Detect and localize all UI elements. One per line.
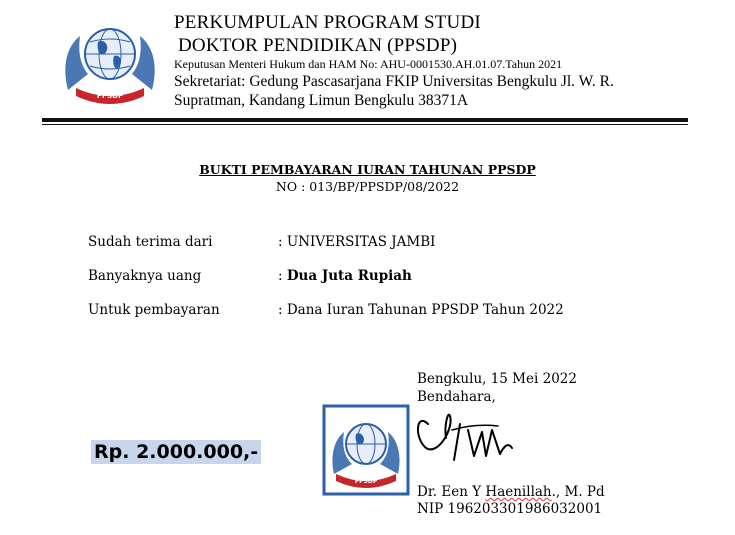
amount-total: Rp. 2.000.000,- bbox=[91, 440, 261, 464]
field-label: Untuk pembayaran bbox=[88, 302, 220, 318]
amount-in-words: Dua Juta Rupiah bbox=[286, 268, 412, 284]
signer-role: Bendahara, bbox=[417, 389, 496, 405]
address-line1: Sekretariat: Gedung Pascasarjana FKIP Universitas Bengkulu Jl. W. R. bbox=[174, 73, 614, 90]
stamp-logo-icon bbox=[322, 404, 410, 496]
stamp-text: PPSDP bbox=[354, 478, 378, 485]
field-label: Banyaknya uang bbox=[88, 268, 202, 284]
address-line2: Supratman, Kandang Limun Bengkulu 38371A bbox=[174, 92, 469, 109]
logo-text: PPSDP bbox=[96, 92, 124, 100]
org-name-line2: DOKTOR PENDIDIKAN (PPSDP) bbox=[178, 35, 458, 56]
decree-line: Keputusan Menteri Hukum dan HAM No: AHU-0001530.AH.01.07.Tahun 2021 bbox=[174, 57, 563, 71]
signer-surname: Haenillah bbox=[485, 484, 552, 500]
field-label: Sudah terima dari bbox=[88, 234, 213, 250]
field-value: : UNIVERSITAS JAMBI bbox=[278, 234, 436, 250]
document-title: BUKTI PEMBAYARAN IURAN TAHUNAN PPSDP bbox=[199, 162, 536, 177]
signer-nip: NIP 196203301986032001 bbox=[417, 501, 603, 517]
ppsdp-logo-icon bbox=[58, 12, 162, 112]
field-value: : Dana Iuran Tahunan PPSDP Tahun 2022 bbox=[278, 302, 564, 318]
field-value: : Dua Juta Rupiah bbox=[278, 268, 412, 284]
document-number: NO : 013/BP/PPSDP/08/2022 bbox=[275, 179, 460, 194]
handwritten-signature bbox=[414, 408, 524, 464]
letterhead-divider-thin bbox=[42, 124, 688, 125]
letterhead-divider-thick bbox=[42, 118, 688, 122]
signer-name: Dr. Een Y Haenillah., M. Pd bbox=[417, 484, 605, 500]
place-date: Bengkulu, 15 Mei 2022 bbox=[417, 371, 577, 387]
org-name-line1: PERKUMPULAN PROGRAM STUDI bbox=[174, 12, 481, 33]
